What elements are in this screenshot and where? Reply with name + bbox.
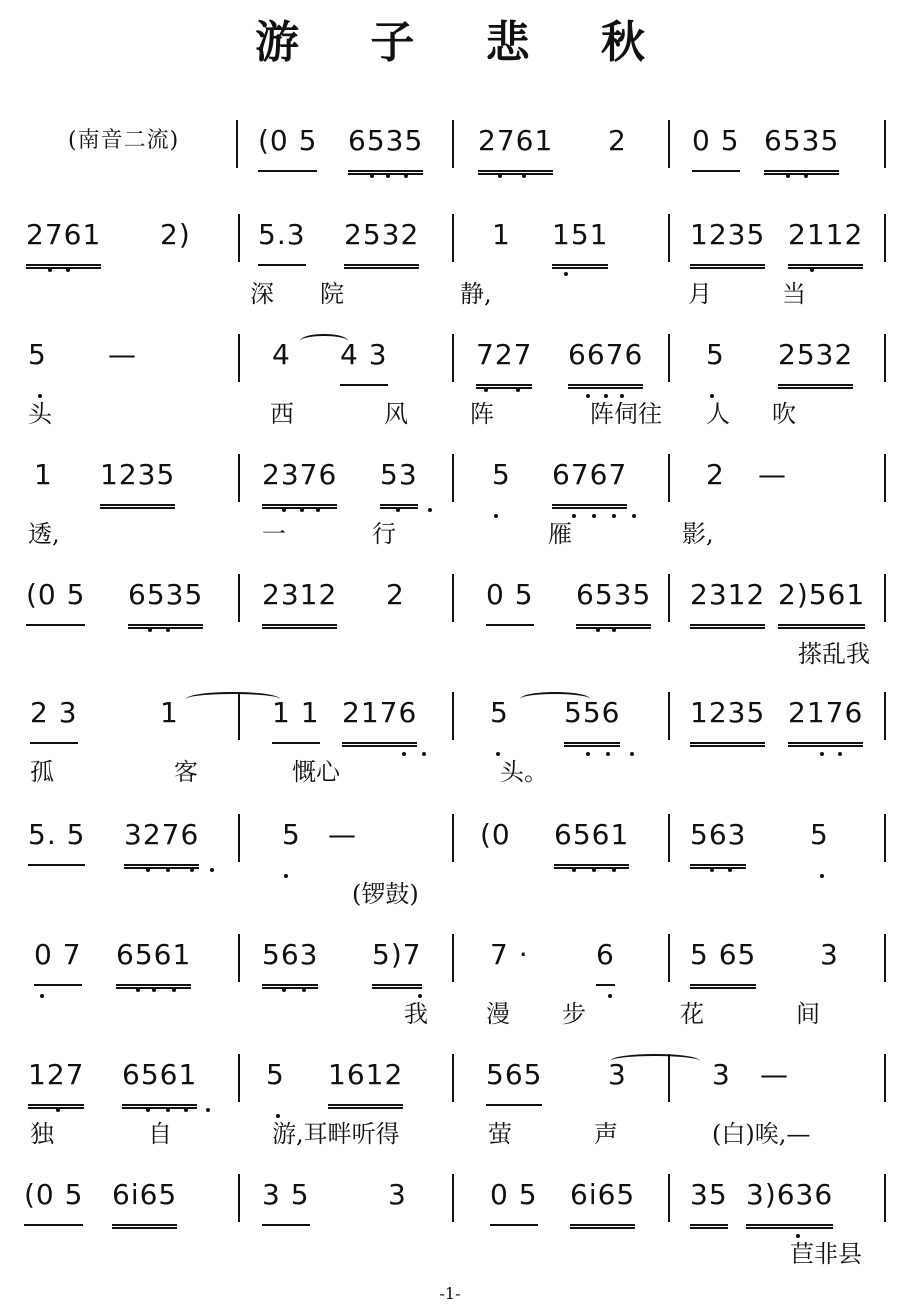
lyric-syllable: 慨心 [292, 758, 340, 786]
bar-line [668, 1174, 670, 1222]
octave-dot [190, 868, 194, 872]
note-group: 3 [388, 1178, 407, 1211]
octave-dot [484, 388, 488, 392]
note-group: (0 5 [24, 1180, 83, 1226]
octave-dot [820, 752, 824, 756]
bar-line [668, 934, 670, 982]
lyric-syllable: 阵 [470, 400, 494, 428]
score-system [0, 1052, 900, 1167]
notation-line [0, 1172, 900, 1232]
bar-line [238, 814, 240, 862]
note-group: — [108, 338, 137, 371]
bar-line [668, 214, 670, 262]
octave-dot [572, 514, 576, 518]
octave-dot [522, 174, 526, 178]
note-group: 35 [690, 1180, 728, 1229]
note-group: (0 5 [258, 126, 317, 172]
octave-dot [608, 994, 612, 998]
note-group: 563 [262, 940, 318, 989]
octave-dot [166, 628, 170, 632]
octave-dot [152, 988, 156, 992]
note-group: (0 5 [26, 580, 85, 626]
octave-dot [136, 988, 140, 992]
note-group: 6561 [122, 1060, 197, 1109]
octave-dot [404, 174, 408, 178]
note-group: — [758, 458, 787, 491]
note-group: 6561 [554, 820, 629, 869]
song-title: 游 子 悲 秋 [255, 17, 673, 68]
octave-dot [494, 514, 498, 518]
lyric-syllable: 萤 [488, 1120, 512, 1148]
note-group: 3 5 [262, 1180, 310, 1226]
octave-dot [592, 868, 596, 872]
note-group: 5 [282, 818, 301, 851]
octave-dot [146, 868, 150, 872]
note-group: 2) [160, 218, 191, 251]
score-system [0, 690, 900, 805]
bar-line [452, 814, 454, 862]
lyric-syllable: 头。 [500, 758, 548, 786]
octave-dot [402, 752, 406, 756]
note-group: 4 [272, 338, 291, 371]
notation-line [0, 690, 900, 750]
note-group: 0 7 [34, 940, 82, 986]
lyric-syllable: 透, [28, 520, 60, 548]
octave-dot [48, 268, 52, 272]
lyrics-line [0, 874, 900, 920]
bar-line [452, 454, 454, 502]
bar-line [884, 574, 886, 622]
octave-dot [820, 874, 824, 878]
note-group: 2761 [26, 220, 101, 269]
note-group: 2761 [478, 126, 553, 175]
octave-dot [206, 1108, 210, 1112]
notation-line [0, 332, 900, 392]
octave-dot [710, 868, 714, 872]
note-group: 1235 [690, 220, 765, 269]
octave-dot [282, 508, 286, 512]
note-group: 5 [28, 338, 47, 371]
note-group: 1 [492, 218, 511, 251]
octave-dot [56, 1108, 60, 1112]
lyric-syllable: 吹 [772, 400, 796, 428]
lyrics-line [0, 634, 900, 680]
lyric-syllable: 我 [404, 1000, 428, 1028]
bar-line [238, 934, 240, 982]
notation-line [0, 212, 900, 272]
octave-dot [184, 1108, 188, 1112]
octave-dot [428, 508, 432, 512]
octave-dot [166, 868, 170, 872]
note-group: 5 [490, 696, 509, 729]
score-system [0, 452, 900, 567]
tie-slur [610, 1054, 700, 1068]
lyrics-line [0, 1234, 900, 1280]
note-group: 2176 [788, 698, 863, 747]
note-group: 2 [386, 578, 405, 611]
lyrics-line [0, 1114, 900, 1160]
octave-dot [146, 1108, 150, 1112]
lyric-syllable: (锣鼓) [352, 880, 419, 908]
note-group: — [760, 1058, 789, 1091]
tie-slur [186, 692, 280, 706]
bar-line [452, 1054, 454, 1102]
lyrics-line [0, 994, 900, 1040]
octave-dot [370, 174, 374, 178]
note-group: 3 [712, 1058, 731, 1091]
octave-dot [210, 868, 214, 872]
note-group: 2)561 [778, 580, 865, 629]
note-group: 2532 [778, 340, 853, 389]
note-group: 6535 [576, 580, 651, 629]
note-group: 2176 [342, 698, 417, 747]
note-group: 563 [690, 820, 746, 869]
lyric-syllable: 自 [148, 1120, 172, 1148]
lyric-syllable: 苣非县 [790, 1240, 862, 1268]
octave-dot [592, 514, 596, 518]
octave-dot [796, 1234, 800, 1238]
octave-dot [418, 994, 422, 998]
note-group: 2376 [262, 460, 337, 509]
octave-dot [564, 272, 568, 276]
bar-line [238, 214, 240, 262]
note-group: 3276 [124, 820, 199, 869]
lyric-syllable: 间 [796, 1000, 820, 1028]
note-group: 2 3 [30, 698, 78, 744]
note-group: 2312 [690, 580, 765, 629]
bar-line [238, 1174, 240, 1222]
note-group: 6i65 [112, 1180, 177, 1229]
bar-line [238, 1054, 240, 1102]
notation-line [0, 932, 900, 992]
note-group: 0 5 [692, 126, 740, 172]
octave-dot [586, 394, 590, 398]
note-group: 5.3 [258, 220, 306, 266]
note-group: 1 [34, 458, 53, 491]
note-group: 151 [552, 220, 608, 269]
octave-dot [422, 752, 426, 756]
score-system [0, 572, 900, 687]
octave-dot [40, 994, 44, 998]
octave-dot [586, 752, 590, 756]
octave-dot [302, 988, 306, 992]
octave-dot [284, 874, 288, 878]
lyric-syllable: 独 [30, 1120, 54, 1148]
octave-dot [710, 394, 714, 398]
octave-dot [166, 1108, 170, 1112]
lyric-syllable: 西 [270, 400, 294, 428]
lyric-syllable: 人 [706, 400, 730, 428]
octave-dot [632, 514, 636, 518]
bar-line [452, 574, 454, 622]
bar-line [884, 934, 886, 982]
octave-dot [498, 174, 502, 178]
note-group: 6535 [128, 580, 203, 629]
note-group: 6535 [764, 126, 839, 175]
octave-dot [300, 508, 304, 512]
note-group: 565 [486, 1060, 542, 1106]
bar-line [236, 120, 238, 168]
notation-line [0, 1052, 900, 1112]
note-group: 727 [476, 340, 532, 389]
octave-dot [596, 628, 600, 632]
lyric-syllable: 客 [174, 758, 198, 786]
bar-line [668, 120, 670, 168]
bar-line [884, 214, 886, 262]
note-group: 6561 [116, 940, 191, 989]
note-group: 6535 [348, 126, 423, 175]
lyric-syllable: (白)唉,— [712, 1120, 811, 1148]
note-group: 5 [706, 338, 725, 371]
bar-line [452, 934, 454, 982]
lyric-syllable: 阵伺往 [590, 400, 662, 428]
bar-line [884, 692, 886, 740]
bar-line [452, 692, 454, 740]
note-group: 7 · [490, 938, 529, 971]
lyric-syllable: 搽乱我 [798, 640, 870, 668]
octave-dot [38, 394, 42, 398]
octave-dot [630, 752, 634, 756]
note-group: 5. 5 [28, 820, 85, 866]
octave-dot [804, 174, 808, 178]
bar-line [884, 1174, 886, 1222]
tie-slur [520, 692, 590, 706]
score-system [0, 932, 900, 1047]
notation-line [0, 452, 900, 512]
bar-line [238, 574, 240, 622]
octave-dot [612, 514, 616, 518]
notation-line [0, 118, 900, 178]
octave-dot [516, 388, 520, 392]
note-group: 2 [608, 124, 627, 157]
octave-dot [728, 868, 732, 872]
lyric-syllable: 雁 [548, 520, 572, 548]
octave-dot [572, 868, 576, 872]
note-group: 6767 [552, 460, 627, 509]
score-system [0, 812, 900, 927]
octave-dot [276, 1114, 280, 1118]
score-system [0, 212, 900, 327]
bar-line [452, 1174, 454, 1222]
score-system [0, 332, 900, 447]
lyric-syllable: 当 [782, 280, 806, 308]
bar-line [238, 334, 240, 382]
octave-dot [496, 752, 500, 756]
note-group: 6 [596, 940, 615, 986]
note-group: 0 5 [490, 1180, 538, 1226]
note-group: 6676 [568, 340, 643, 389]
note-group: (南音二流) [68, 128, 180, 153]
bar-line [668, 454, 670, 502]
note-group: 5 [492, 458, 511, 491]
note-group: (0 [480, 818, 511, 851]
octave-dot [606, 752, 610, 756]
octave-dot [786, 174, 790, 178]
bar-line [884, 334, 886, 382]
lyric-syllable: 深 [250, 280, 274, 308]
note-group: 2112 [788, 220, 863, 269]
notation-line [0, 812, 900, 872]
bar-line [668, 334, 670, 382]
octave-dot [282, 988, 286, 992]
lyric-syllable: 影, [682, 520, 714, 548]
lyric-syllable: 游,耳畔听得 [272, 1120, 400, 1148]
note-group: 2312 [262, 580, 337, 629]
octave-dot [316, 508, 320, 512]
lyric-syllable: 一 [262, 520, 286, 548]
bar-line [668, 814, 670, 862]
note-group: 2532 [344, 220, 419, 269]
octave-dot [172, 988, 176, 992]
bar-line [884, 814, 886, 862]
octave-dot [612, 628, 616, 632]
note-group: 0 5 [486, 580, 534, 626]
note-group: 5 [810, 818, 829, 851]
lyrics-line [0, 394, 900, 440]
octave-dot [612, 868, 616, 872]
bar-line [452, 334, 454, 382]
note-group: 556 [564, 698, 620, 747]
octave-dot [386, 174, 390, 178]
notation-line [0, 572, 900, 632]
lyrics-line [0, 274, 900, 320]
score-system [0, 1172, 900, 1287]
lyric-syllable: 头 [28, 400, 52, 428]
note-group: 1 [160, 696, 179, 729]
bar-line [238, 454, 240, 502]
bar-line [668, 692, 670, 740]
octave-dot [838, 752, 842, 756]
note-group: 3 [608, 1058, 627, 1091]
lyric-syllable: 花 [680, 1000, 704, 1028]
bar-line [884, 120, 886, 168]
bar-line [452, 214, 454, 262]
bar-line [884, 454, 886, 502]
note-group: 2 [706, 458, 725, 491]
tie-slur [300, 334, 348, 348]
note-group: 5)7 [372, 940, 422, 989]
lyric-syllable: 月 [688, 280, 712, 308]
note-group: 1612 [328, 1060, 403, 1109]
note-group: 127 [28, 1060, 84, 1109]
lyric-syllable: 漫 [486, 1000, 510, 1028]
lyric-syllable: 孤 [30, 758, 54, 786]
lyric-syllable: 院 [320, 280, 344, 308]
note-group: 5 [266, 1058, 285, 1091]
bar-line [452, 120, 454, 168]
note-group: — [328, 818, 357, 851]
octave-dot [148, 628, 152, 632]
lyrics-line [0, 752, 900, 798]
octave-dot [810, 268, 814, 272]
lyric-syllable: 声 [594, 1120, 618, 1148]
lyric-syllable: 步 [562, 1000, 586, 1028]
lyrics-line [0, 514, 900, 560]
bar-line [884, 1054, 886, 1102]
note-group: 3)636 [746, 1180, 833, 1229]
octave-dot [396, 508, 400, 512]
lyric-syllable: 行 [372, 520, 396, 548]
octave-dot [604, 394, 608, 398]
note-group: 3 [820, 938, 839, 971]
note-group: 1 1 [272, 698, 320, 744]
octave-dot [620, 394, 624, 398]
note-group: 5 65 [690, 940, 756, 989]
page-number: -1- [439, 1284, 461, 1303]
note-group: 1235 [100, 460, 175, 509]
note-group: 1235 [690, 698, 765, 747]
note-group: 4 3 [340, 340, 388, 386]
note-group: 53 [380, 460, 418, 509]
lyric-syllable: 风 [384, 400, 408, 428]
lyric-syllable: 静, [460, 280, 492, 308]
octave-dot [66, 268, 70, 272]
note-group: 6i65 [570, 1180, 635, 1229]
bar-line [668, 574, 670, 622]
